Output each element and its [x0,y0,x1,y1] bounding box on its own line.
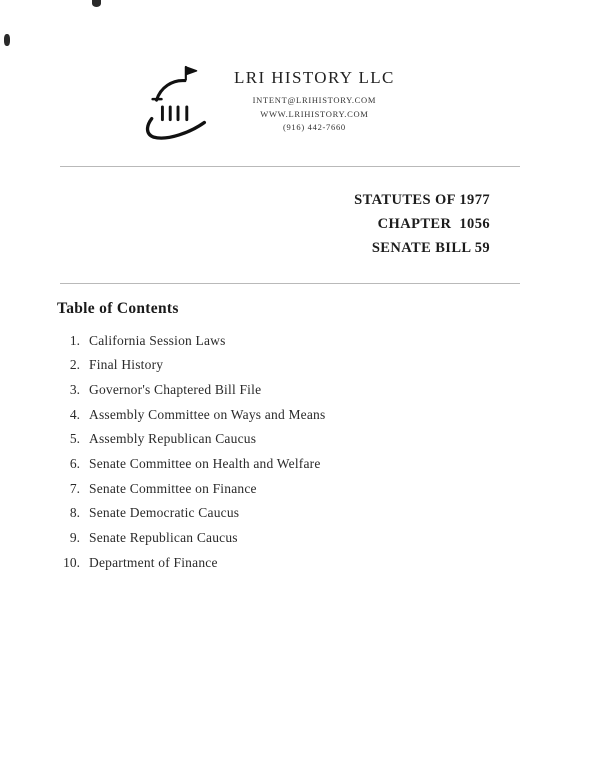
scan-artifact [92,0,101,7]
divider-top [60,166,520,167]
item-label: Assembly Committee on Ways and Means [89,406,326,422]
item-number: 7. [69,480,80,496]
item-label: Senate Committee on Finance [89,480,257,496]
item-label: California Session Laws [89,332,226,348]
item-label: Senate Republican Caucus [89,530,238,546]
scan-artifact [4,34,10,46]
item-number: 5. [69,431,80,447]
letterhead [140,60,600,144]
company-phone: (916) 442-7660 [282,122,346,133]
item-label: Final History [89,357,164,373]
item-number: 8. [69,505,80,521]
company-website: WWW.LRIHISTORY.COM [260,108,369,119]
toc-title: Table of Contents [57,299,179,317]
lri-logo-icon [140,64,218,144]
list-item [57,383,600,397]
list-item [57,408,600,422]
item-number: 10. [63,554,80,570]
company-email: INTENT@LRIHISTORY.COM [252,95,377,105]
item-number: 3. [69,382,80,398]
item-label: Governor's Chaptered Bill File [89,382,262,398]
list-item [57,457,600,471]
list-item [57,432,600,446]
reference-block [0,189,490,261]
chapter-line: CHAPTER 1056 [377,215,490,232]
item-label: Department of Finance [89,554,218,570]
list-item [57,334,600,348]
item-number: 4. [69,406,80,422]
item-number: 2. [69,357,80,373]
item-label: Senate Committee on Health and Welfare [89,456,321,472]
item-number: 6. [69,456,80,472]
item-number: 1. [69,332,80,348]
toc-list [57,334,600,570]
statutes-line: STATUTES OF 1977 [354,192,490,208]
list-item [57,358,600,372]
company-name: LRI HISTORY LLC [234,68,395,87]
list-item [57,531,600,545]
divider-bottom [60,283,520,284]
list-item [57,482,600,496]
list-item [57,556,600,570]
senate-bill-line: SENATE BILL 59 [371,239,490,256]
table-of-contents [57,300,600,570]
item-label: Assembly Republican Caucus [89,431,257,447]
item-number: 9. [69,530,80,546]
item-label: Senate Democratic Caucus [89,505,240,521]
list-item [57,506,600,520]
letterhead-text [234,60,395,135]
